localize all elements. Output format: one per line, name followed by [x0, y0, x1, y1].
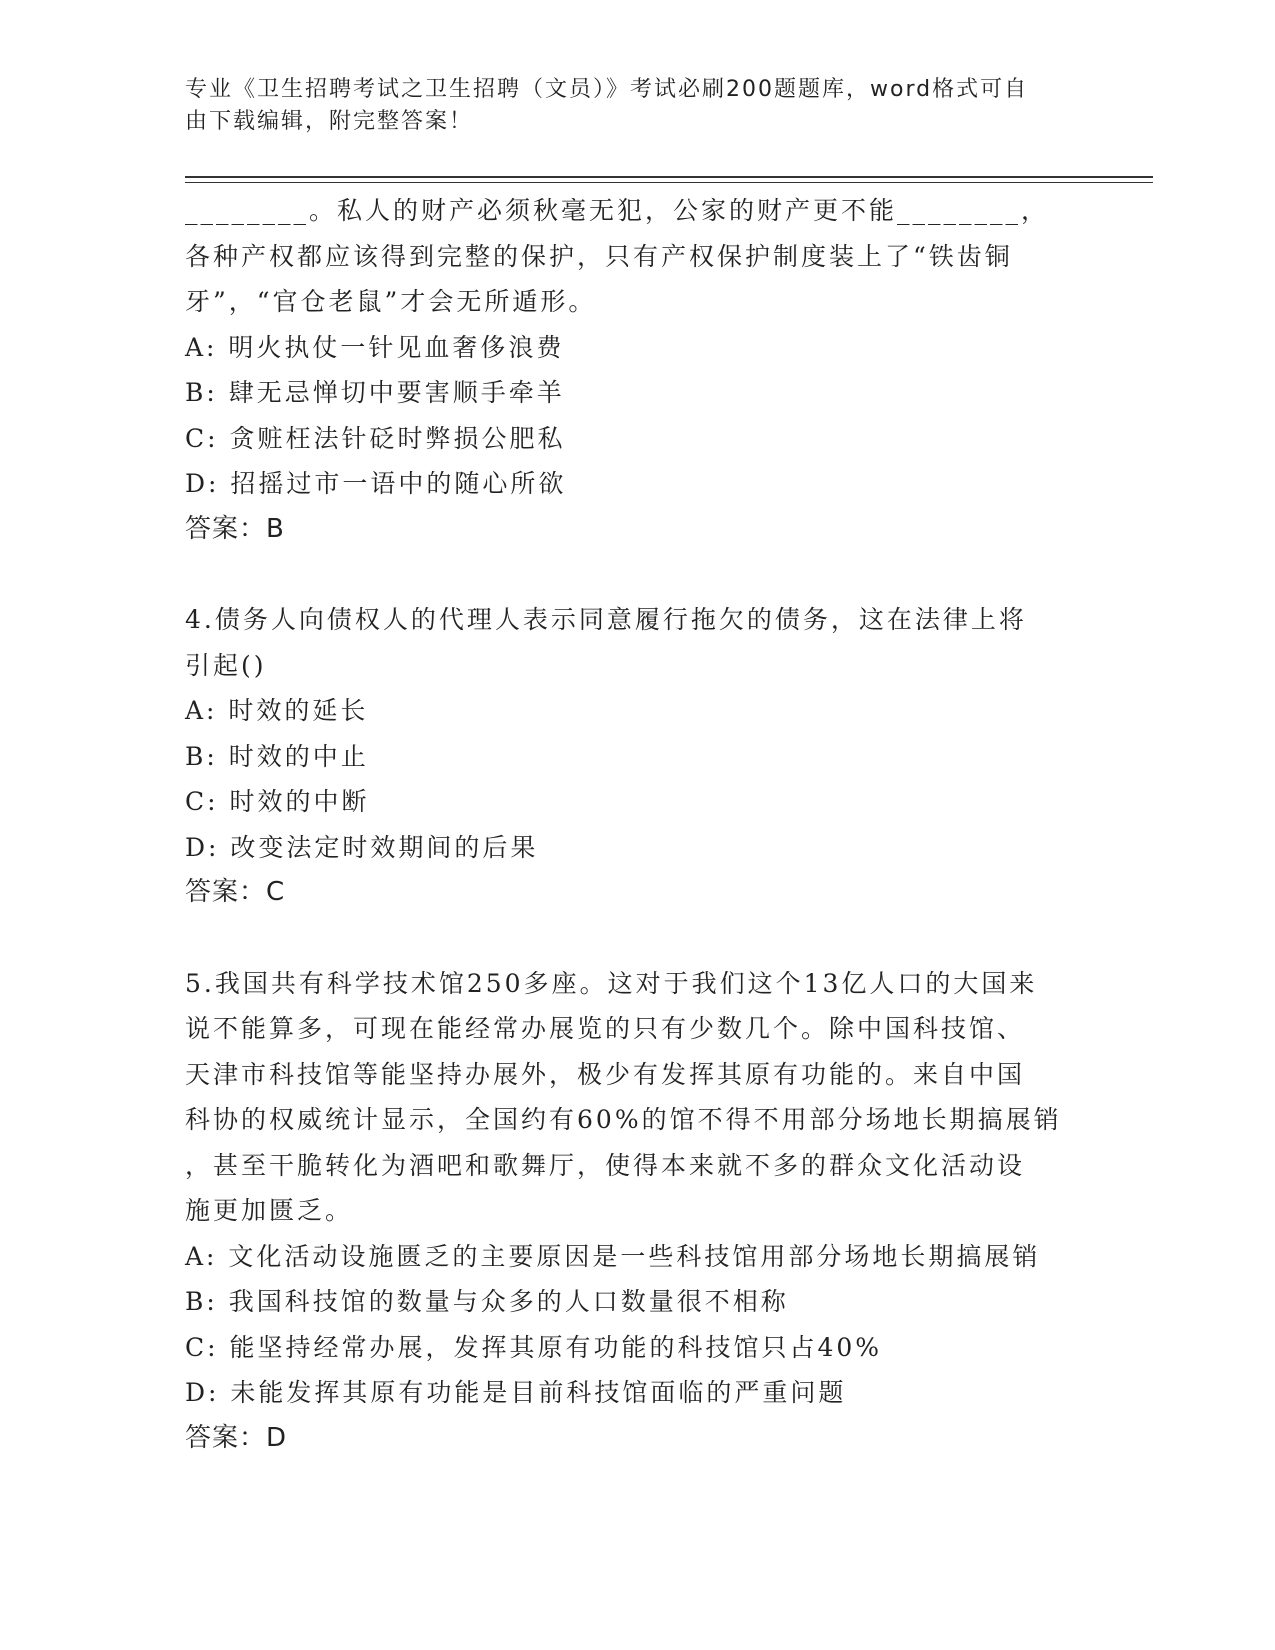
question-content	[185, 188, 1085, 1461]
option-d: D: 招摇过市一语中的随心所欲	[185, 469, 567, 498]
option-a: A: 明火执仗一针见血奢侈浪费	[185, 332, 565, 362]
question-stem-line: 牙”，“官仓老鼠”才会无所遁形。	[185, 287, 597, 316]
option-a: A: 时效的延长	[185, 696, 369, 725]
header-rule-thin	[185, 182, 1153, 183]
header-line-2: 由下载编辑，附完整答案！	[185, 109, 474, 134]
question-5	[185, 961, 1085, 1462]
question-stem-line: 科协的权威统计显示，全国约有60%的馆不得不用部分场地长期搞展销	[185, 1105, 1062, 1134]
answer-line: 答案：D	[185, 1422, 288, 1453]
question-stem-line: 说不能算多，可现在能经常办展览的只有少数几个。除中国科技馆、	[185, 1014, 1026, 1043]
question-stem-line: ________。私人的财产必须秋毫无犯，公家的财产更不能________，	[185, 196, 1050, 225]
question-3	[185, 188, 1085, 552]
question-stem-line: 5.我国共有科学技术馆250多座。这对于我们这个13亿人口的大国来	[185, 968, 1038, 998]
answer-line: 答案：C	[185, 877, 286, 907]
option-d: D: 改变法定时效期间的后果	[185, 832, 539, 862]
option-b: B: 肆无忌惮切中要害顺手牵羊	[185, 378, 565, 407]
question-stem-line: 天津市科技馆等能坚持办展外，极少有发挥其原有功能的。来自中国	[185, 1059, 1026, 1089]
option-d: D: 未能发挥其原有功能是目前科技馆面临的严重问题	[185, 1378, 847, 1407]
question-stem-line: 4.债务人向债权人的代理人表示同意履行拖欠的债务，这在法律上将	[185, 605, 1027, 634]
answer-line: 答案：B	[185, 513, 285, 544]
option-c: C: 能坚持经常办展，发挥其原有功能的科技馆只占40%	[185, 1332, 883, 1362]
option-a: A: 文化活动设施匮乏的主要原因是一些科技馆用部分场地长期搞展销	[185, 1241, 1041, 1271]
question-stem-line: 各种产权都应该得到完整的保护，只有产权保护制度装上了“铁齿铜	[185, 241, 1013, 271]
option-b: B: 时效的中止	[185, 741, 369, 771]
question-4	[185, 597, 1085, 916]
question-spacer	[185, 916, 1085, 961]
option-c: C: 时效的中断	[185, 787, 370, 816]
header-line-1: 专业《卫生招聘考试之卫生招聘（文员）》考试必刷200题题库，word格式可自	[185, 77, 1029, 102]
option-b: B: 我国科技馆的数量与众多的人口数量很不相称	[185, 1287, 789, 1316]
question-stem-line: 施更加匮乏。	[185, 1196, 354, 1225]
question-stem-line: ，甚至干脆转化为酒吧和歌舞厅，使得本来就不多的群众文化活动设	[185, 1150, 1026, 1180]
question-stem-line: 引起()	[185, 650, 267, 680]
header-rule-thick	[185, 176, 1153, 178]
question-spacer	[185, 552, 1085, 597]
option-c: C: 贪赃枉法针砭时弊损公肥私	[185, 423, 566, 453]
document-header	[185, 74, 1085, 138]
